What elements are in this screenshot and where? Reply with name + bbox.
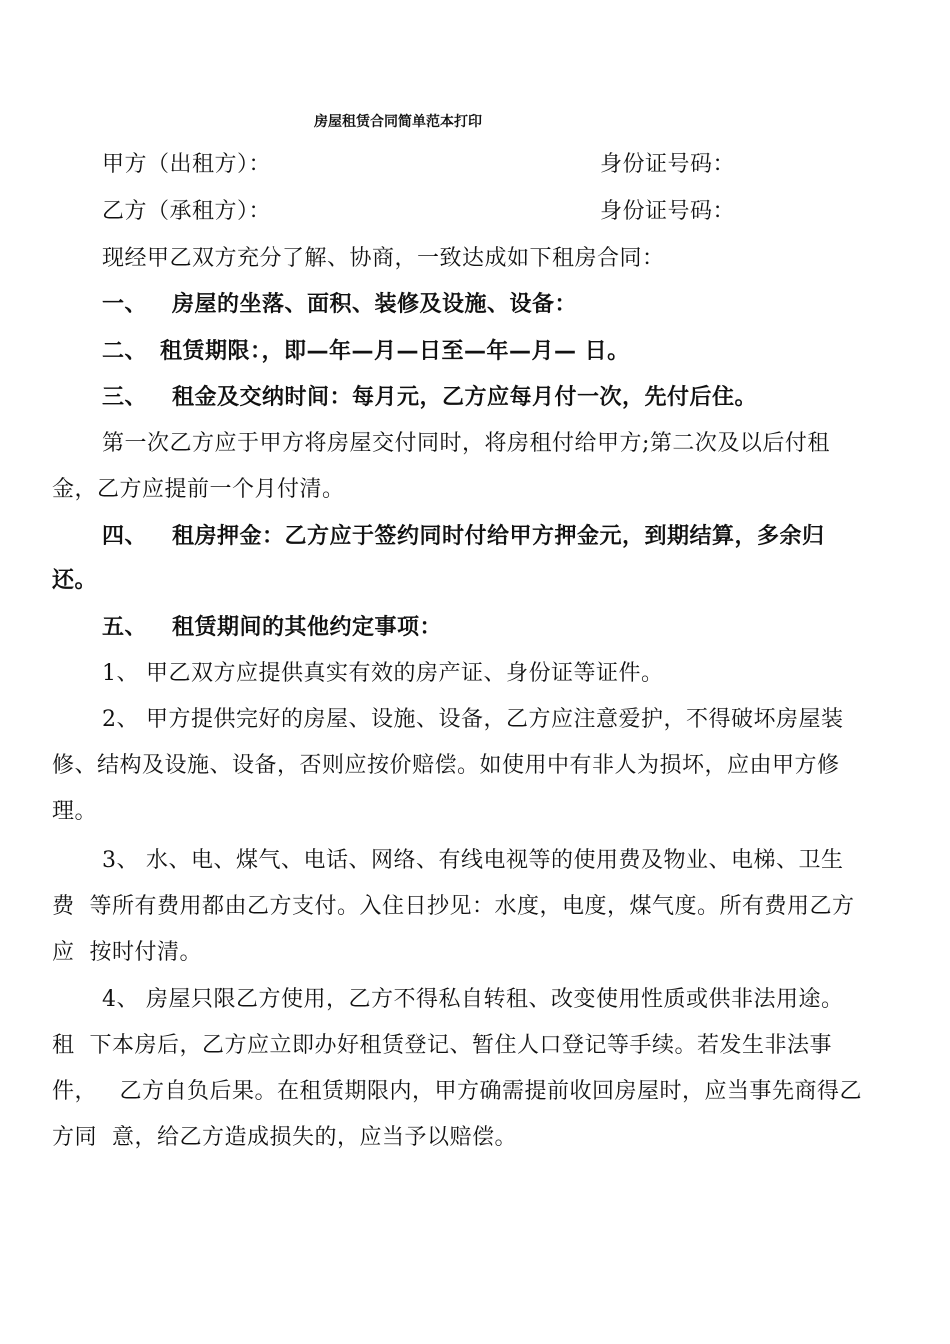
section-3-heading: 租金及交纳时间：每月元，乙方应每月付一次，先付后住。 xyxy=(172,385,758,410)
item-2-line-2: 修、结构及设施、设备，否则应按价赔偿。如使用中有非人为损坏，应由甲方修 xyxy=(52,753,840,778)
item-2-line-3: 理。 xyxy=(52,799,98,824)
section-4-continuation: 还。 xyxy=(52,568,98,593)
item-3-line-3: 应 按时付清。 xyxy=(52,940,202,965)
section-3-body-line-2: 金，乙方应提前一个月付清。 xyxy=(52,477,345,502)
item-3-number: 3、 xyxy=(102,848,139,873)
intro-paragraph: 现经甲乙双方充分了解、协商，一致达成如下租房合同： xyxy=(102,246,665,271)
item-4-text: 房屋只限乙方使用，乙方不得私自转租、改变使用性质或供非法用途。 xyxy=(146,987,844,1012)
section-4-number: 四、 xyxy=(102,524,148,549)
section-1-number: 一、 xyxy=(102,292,148,317)
party-a-label: 甲方（出租方）： xyxy=(102,152,272,177)
item-3-line-2: 费 等所有费用都由乙方支付。入住日抄见：水度，电度，煤气度。所有费用乙方 xyxy=(52,894,855,919)
section-2-number: 二、 xyxy=(102,339,148,364)
section-4-heading: 租房押金：乙方应于签约同时付给甲方押金元，到期结算，多余归 xyxy=(172,524,825,549)
party-b-label: 乙方（承租方）： xyxy=(102,199,272,224)
section-3-body-line-1: 第一次乙方应于甲方将房屋交付同时，将房租付给甲方;第二次及以后付租 xyxy=(102,431,830,456)
party-b-id-label: 身份证号码： xyxy=(600,199,736,224)
item-4-line-2: 租 下本房后，乙方应立即办好租赁登记、暂住人口登记等手续。若发生非法事 xyxy=(52,1033,832,1058)
item-2-number: 2、 xyxy=(102,707,139,732)
item-4-number: 4、 xyxy=(102,987,139,1012)
section-1-heading: 房屋的坐落、面积、装修及设施、设备： xyxy=(172,292,578,317)
party-a-id-label: 身份证号码： xyxy=(600,152,736,177)
section-3-number: 三、 xyxy=(102,385,148,410)
section-2-heading: 租赁期限：，即—年—月—日至—年—月— 日。 xyxy=(160,339,630,364)
document-title: 房屋租赁合同简单范本打印 xyxy=(314,114,482,130)
section-5-number: 五、 xyxy=(102,615,148,640)
item-4-line-4: 方同 意，给乙方造成损失的，应当予以赔偿。 xyxy=(52,1125,517,1150)
section-5-heading: 租赁期间的其他约定事项： xyxy=(172,615,443,640)
item-1-number: 1、 xyxy=(102,661,139,686)
item-2-text: 甲方提供完好的房屋、设施、设备，乙方应注意爱护，不得破坏房屋装 xyxy=(146,707,844,732)
item-3-text: 水、电、煤气、电话、网络、有线电视等的使用费及物业、电梯、卫生 xyxy=(146,848,844,873)
item-4-line-3: 件， 乙方自负后果。在租赁期限内，甲方确需提前收回房屋时，应当事先商得乙 xyxy=(52,1079,862,1104)
item-1-text: 甲乙双方应提供真实有效的房产证、身份证等证件。 xyxy=(146,661,664,686)
